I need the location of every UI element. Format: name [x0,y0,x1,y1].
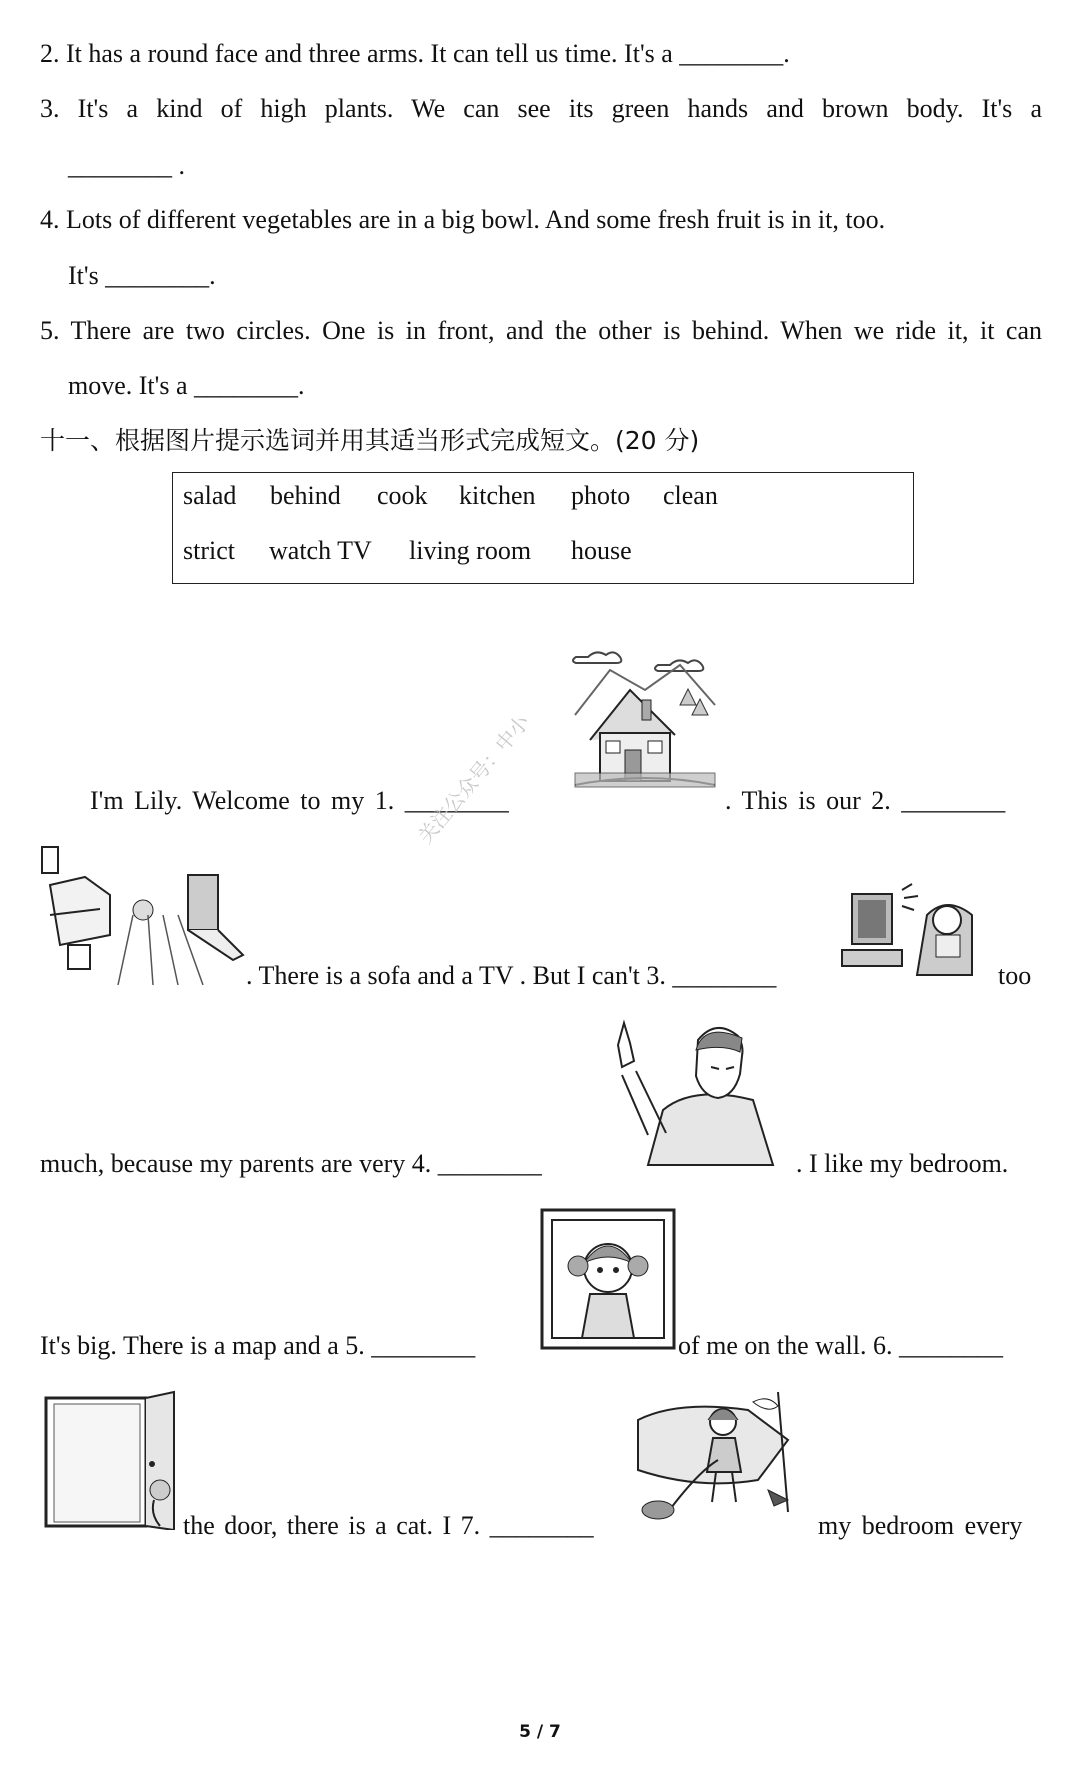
passage-line-5-left: the door, there is a cat. I 7. ________ [183,1511,594,1540]
word-bank-item: behind [270,481,341,510]
watermark: 关注公众号：中小 [413,710,535,848]
question-5-line-2: move. It's a ________. [68,371,305,400]
question-4-line-2: It's ________. [68,261,216,290]
question-4-line-1: 4. Lots of different vegetables are in a big bowl. And some fresh fruit is in it, too. [40,205,886,234]
word-bank-box [172,472,914,584]
passage-line-1-left: I'm Lily. Welcome to my 1. ________ [90,786,509,815]
word-bank-item: kitchen [459,481,536,510]
passage-line-1-right: . This is our 2. ________ [725,786,1006,815]
question-5-line-1: 5. There are two circles. One is in front, and the other is behind. When we ride it, it can [40,316,1042,345]
question-2: 2. It has a round face and three arms. It can tell us time. It's a ________. [40,39,790,68]
passage-line-3-right: . I like my bedroom. [796,1149,1009,1178]
question-3-line-2: ________ . [68,151,185,180]
living-room-picture [38,845,248,985]
door-cat-picture [42,1390,177,1530]
word-bank-item: cook [377,481,428,510]
word-bank-item: photo [571,481,631,510]
passage-line-4-left: It's big. There is a map and a 5. ________ [40,1331,476,1360]
word-bank-item: living room [409,536,532,565]
strict-parent-picture [608,1015,788,1175]
house-picture [570,645,720,815]
word-bank-item: house [571,536,632,565]
question-3-line-1: 3. It's a kind of high plants. We can see its green hands and brown body. It's a [40,94,1042,123]
passage-line-4-right: of me on the wall. 6. ________ [678,1331,1003,1360]
passage-line-2-left: . There is a sofa and a TV . But I can't 3. ________ [246,961,777,990]
word-bank-item: watch TV [269,536,372,565]
passage-line-5-right: my bedroom every [818,1511,1023,1540]
watch-tv-picture [832,880,992,990]
passage-line-2-right: too [998,961,1032,990]
page-number: 5 / 7 [519,1722,561,1742]
cleaning-picture [628,1390,808,1535]
section-title: 十一、根据图片提示选词并用其适当形式完成短文。(20 分) [40,426,700,455]
photo-frame-picture [540,1208,676,1350]
word-bank-item: salad [183,481,237,510]
word-bank-item: strict [183,536,235,565]
passage-line-3-left: much, because my parents are very 4. ________ [40,1149,542,1178]
word-bank-item: clean [663,481,718,510]
